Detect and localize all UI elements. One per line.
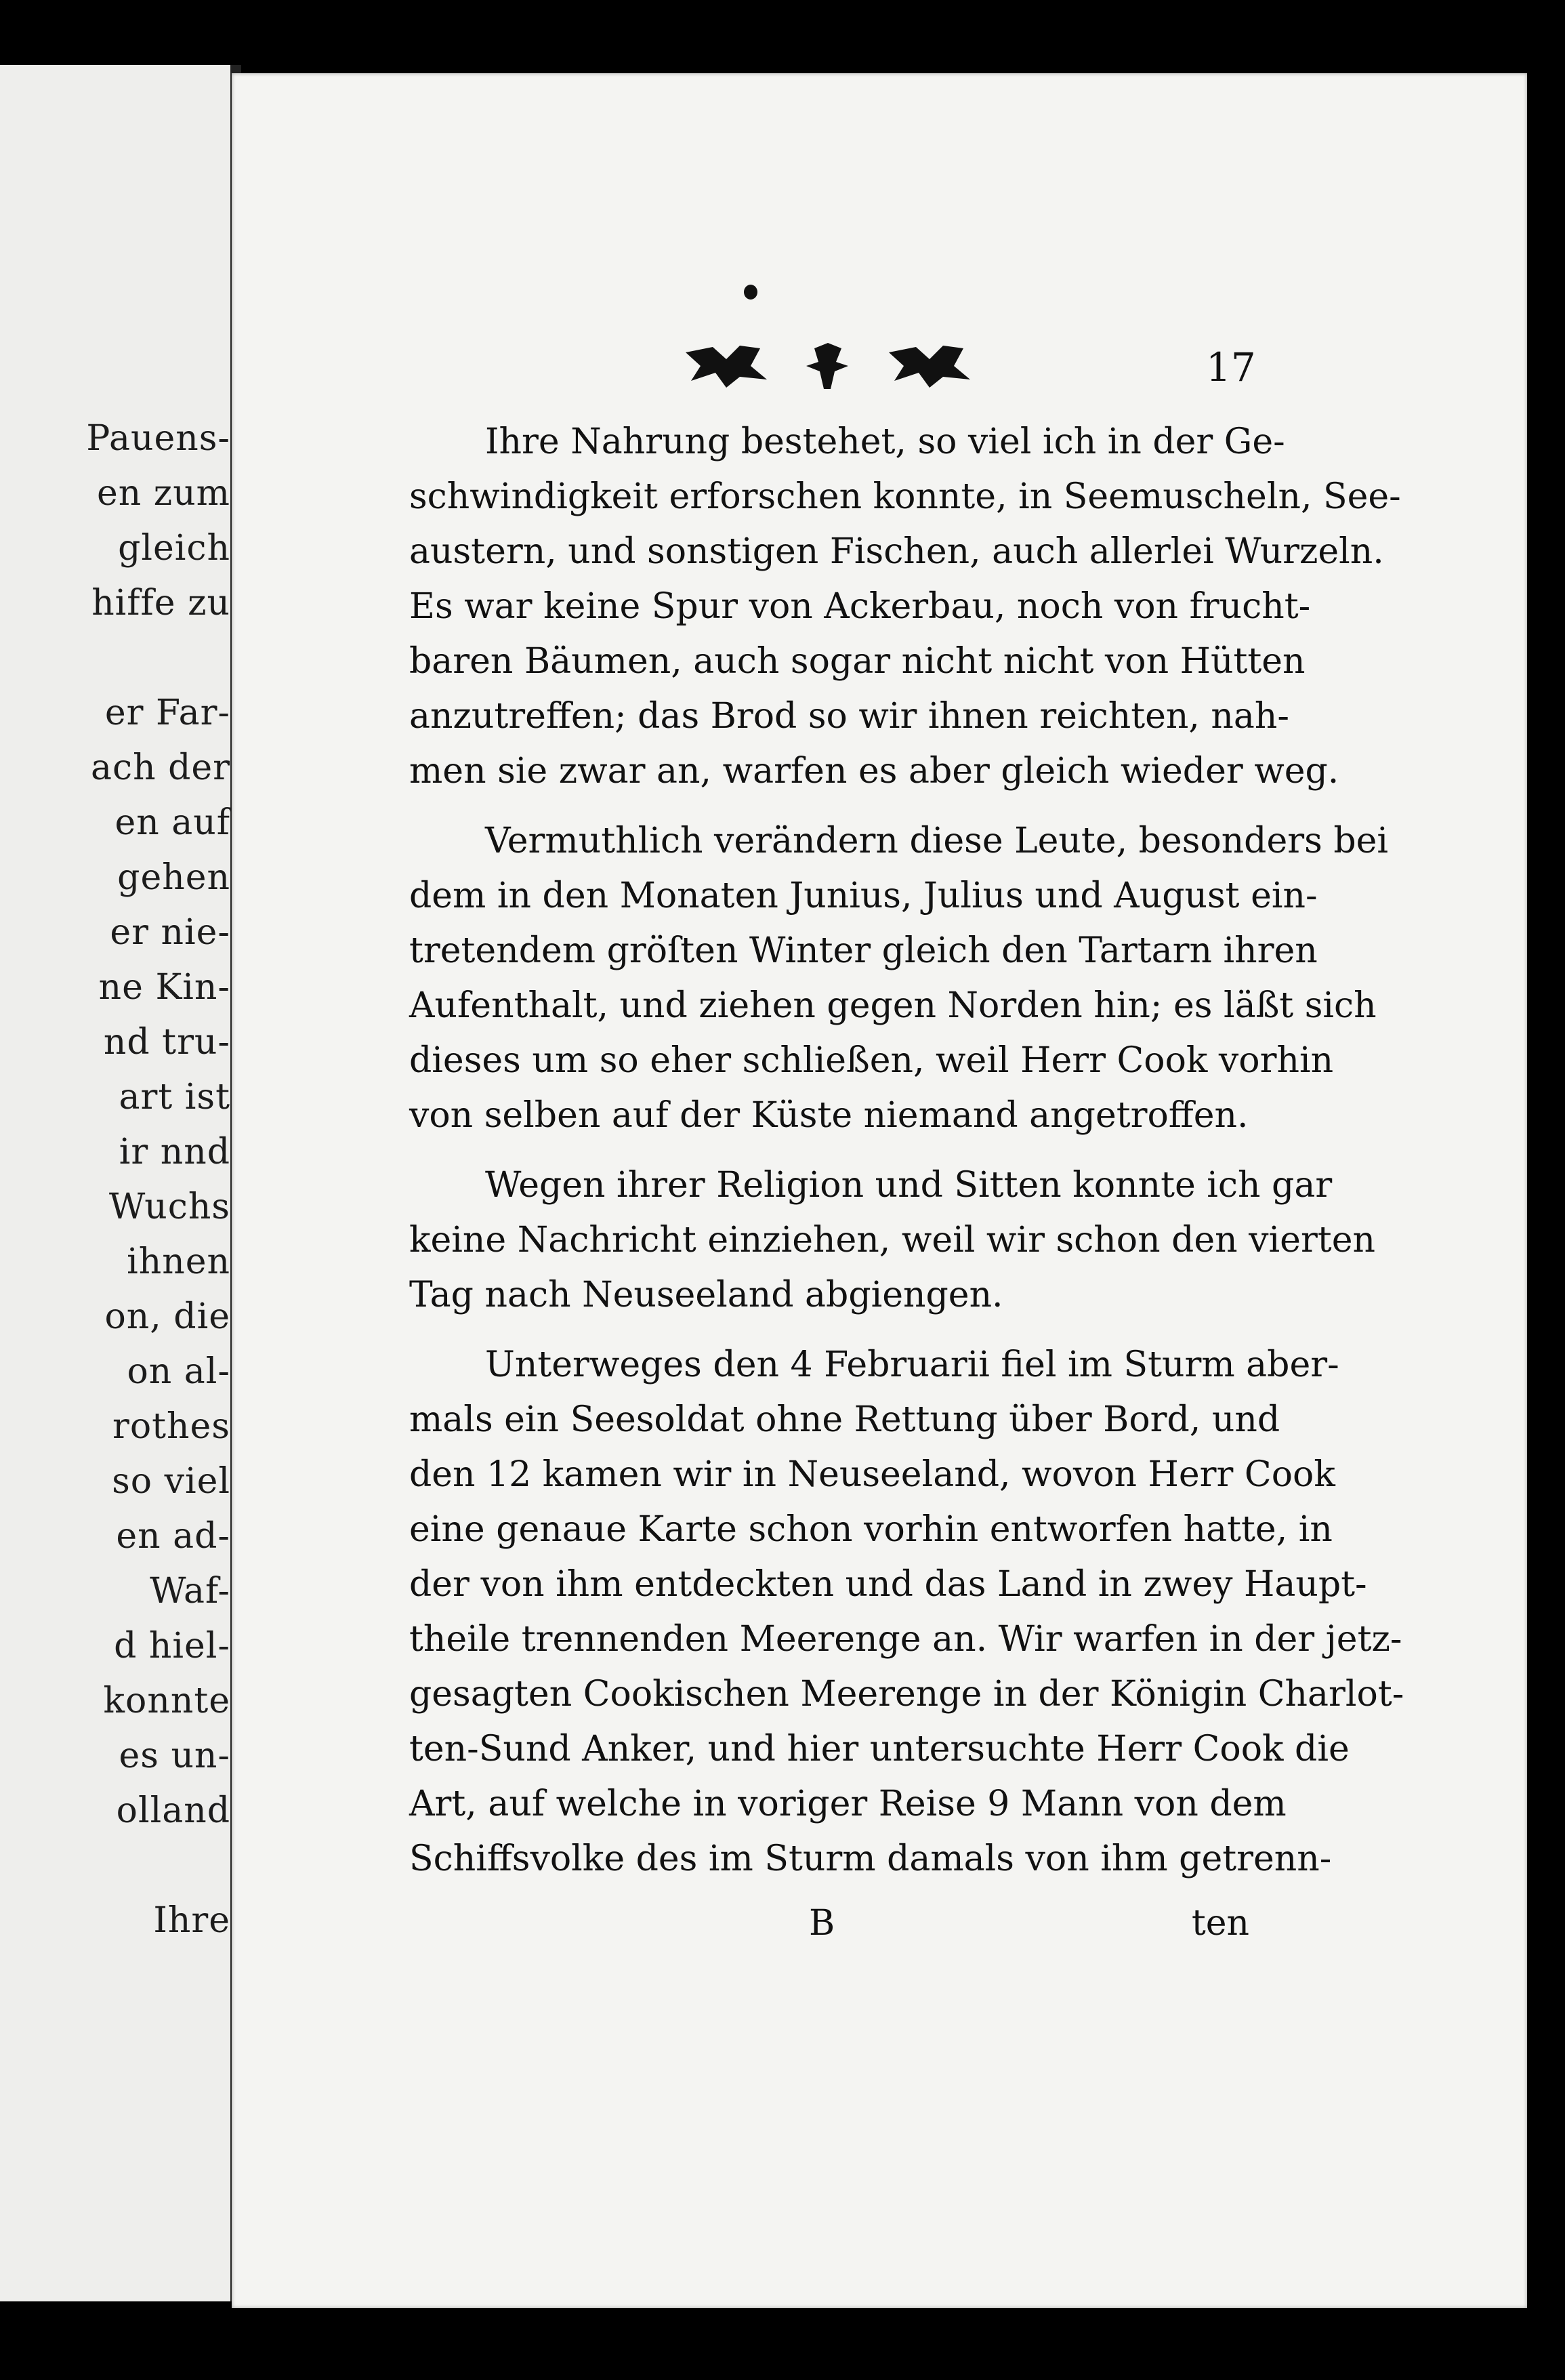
left-page-line: er nie- xyxy=(110,912,230,953)
paragraph xyxy=(409,1338,1404,1887)
left-page-line: on, die xyxy=(104,1296,230,1337)
left-page-line: ne Kin- xyxy=(98,967,230,1008)
text-line: Tag nach Neuseeland abgiengen. xyxy=(409,1275,1003,1315)
left-page-line: en auf xyxy=(114,802,230,843)
left-page-fragment xyxy=(0,65,241,2301)
text-line: Es war keine Spur von Ackerbau, noch von frucht- xyxy=(409,586,1311,627)
text-line: baren Bäumen, auch sogar nicht nicht von Hütten xyxy=(409,641,1306,682)
text-line: Vermuthlich verändern diese Leute, besonders bei xyxy=(485,821,1389,861)
left-page-line: on al- xyxy=(127,1351,230,1392)
left-page-line: hiffe zu xyxy=(91,583,230,623)
text-line: von selben auf der Küste niemand angetroffen. xyxy=(409,1095,1249,1136)
left-page-line: es un- xyxy=(119,1736,230,1776)
paragraph xyxy=(409,1158,1375,1323)
text-line: Aufenthalt, und ziehen gegen Norden hin; es läßt sich xyxy=(409,985,1377,1026)
text-line: dem in den Monaten Junius, Julius und August ein- xyxy=(409,876,1318,916)
text-line: men sie zwar an, warfen es aber gleich wieder weg. xyxy=(409,751,1339,792)
left-page-line: gleich xyxy=(118,528,230,569)
text-line: austern, und sonstigen Fischen, auch allerlei Wurzeln. xyxy=(409,531,1384,572)
left-page-line: Ihre xyxy=(153,1900,230,1941)
text-line: schwindigkeit erforschen konnte, in Seemuscheln, See- xyxy=(409,476,1401,517)
left-page-line: ach der xyxy=(90,747,230,788)
text-line: anzutreffen; das Brod so wir ihnen reichten, nah- xyxy=(409,696,1289,737)
text-line: tretendem gröſten Winter gleich den Tartarn ihren xyxy=(409,930,1318,971)
left-page-line: ihnen xyxy=(127,1242,230,1282)
catchword: ten xyxy=(1191,1903,1249,1944)
left-page-line: rothes xyxy=(112,1406,230,1447)
ink-dot xyxy=(744,285,757,300)
left-page-line: nd tru- xyxy=(103,1022,230,1063)
page-footer xyxy=(409,1896,1249,1950)
text-line: den 12 kamen wir in Neuseeland, wovon Herr Cook xyxy=(409,1454,1335,1495)
text-line: eine genaue Karte schon vorhin entworfen hatte, in xyxy=(409,1509,1333,1550)
left-page-line: en ad- xyxy=(116,1516,230,1557)
left-page-line: olland xyxy=(116,1790,230,1831)
header-ornament xyxy=(686,339,984,393)
text-line: Schiffsvolke des im Sturm damals von ihm getrenn- xyxy=(409,1839,1332,1879)
left-page-line: Wuchs xyxy=(108,1187,230,1227)
text-line: Art, auf welche in voriger Reise 9 Mann von dem xyxy=(409,1784,1287,1824)
left-page-line: er Far- xyxy=(104,693,230,733)
text-line: Ihre Nahrung bestehet, so viel ich in der Ge- xyxy=(485,422,1285,462)
text-line: Wegen ihrer Religion und Sitten konnte ich gar xyxy=(485,1165,1333,1206)
left-page-line: en zum xyxy=(97,473,230,514)
signature-mark: B xyxy=(809,1903,835,1944)
left-page-line: Waf- xyxy=(150,1571,230,1612)
text-line: gesagten Cookischen Meerenge in der Königin Charlot- xyxy=(409,1674,1404,1715)
text-line: Unterweges den 4 Februarii fiel im Sturm aber- xyxy=(485,1345,1339,1385)
paragraph xyxy=(409,415,1401,799)
left-page-line: d hiel- xyxy=(114,1626,230,1666)
left-page-line: Pauens- xyxy=(86,418,230,459)
left-page-line: so viel xyxy=(112,1461,230,1502)
text-line: mals ein Seesoldat ohne Rettung über Bord, und xyxy=(409,1399,1280,1440)
body-text xyxy=(409,415,1404,1902)
left-page-line: ir nnd xyxy=(119,1132,230,1172)
text-line: ten-Sund Anker, und hier untersuchte Herr Cook die xyxy=(409,1729,1350,1769)
text-line: der von ihm entdeckten und das Land in zwey Haupt- xyxy=(409,1564,1367,1605)
text-line: keine Nachricht einziehen, weil wir schon den vierten xyxy=(409,1220,1375,1260)
paragraph xyxy=(409,814,1389,1143)
text-line: theile trennenden Meerenge an. Wir warfen in der jetz- xyxy=(409,1619,1402,1660)
left-page-line: gehen xyxy=(117,857,230,898)
left-page-line: konnte xyxy=(103,1681,230,1721)
text-line: dieses um so eher schließen, weil Herr Cook vorhin xyxy=(409,1040,1334,1081)
page-number: 17 xyxy=(1206,344,1256,390)
left-page-line: art ist xyxy=(119,1077,230,1117)
